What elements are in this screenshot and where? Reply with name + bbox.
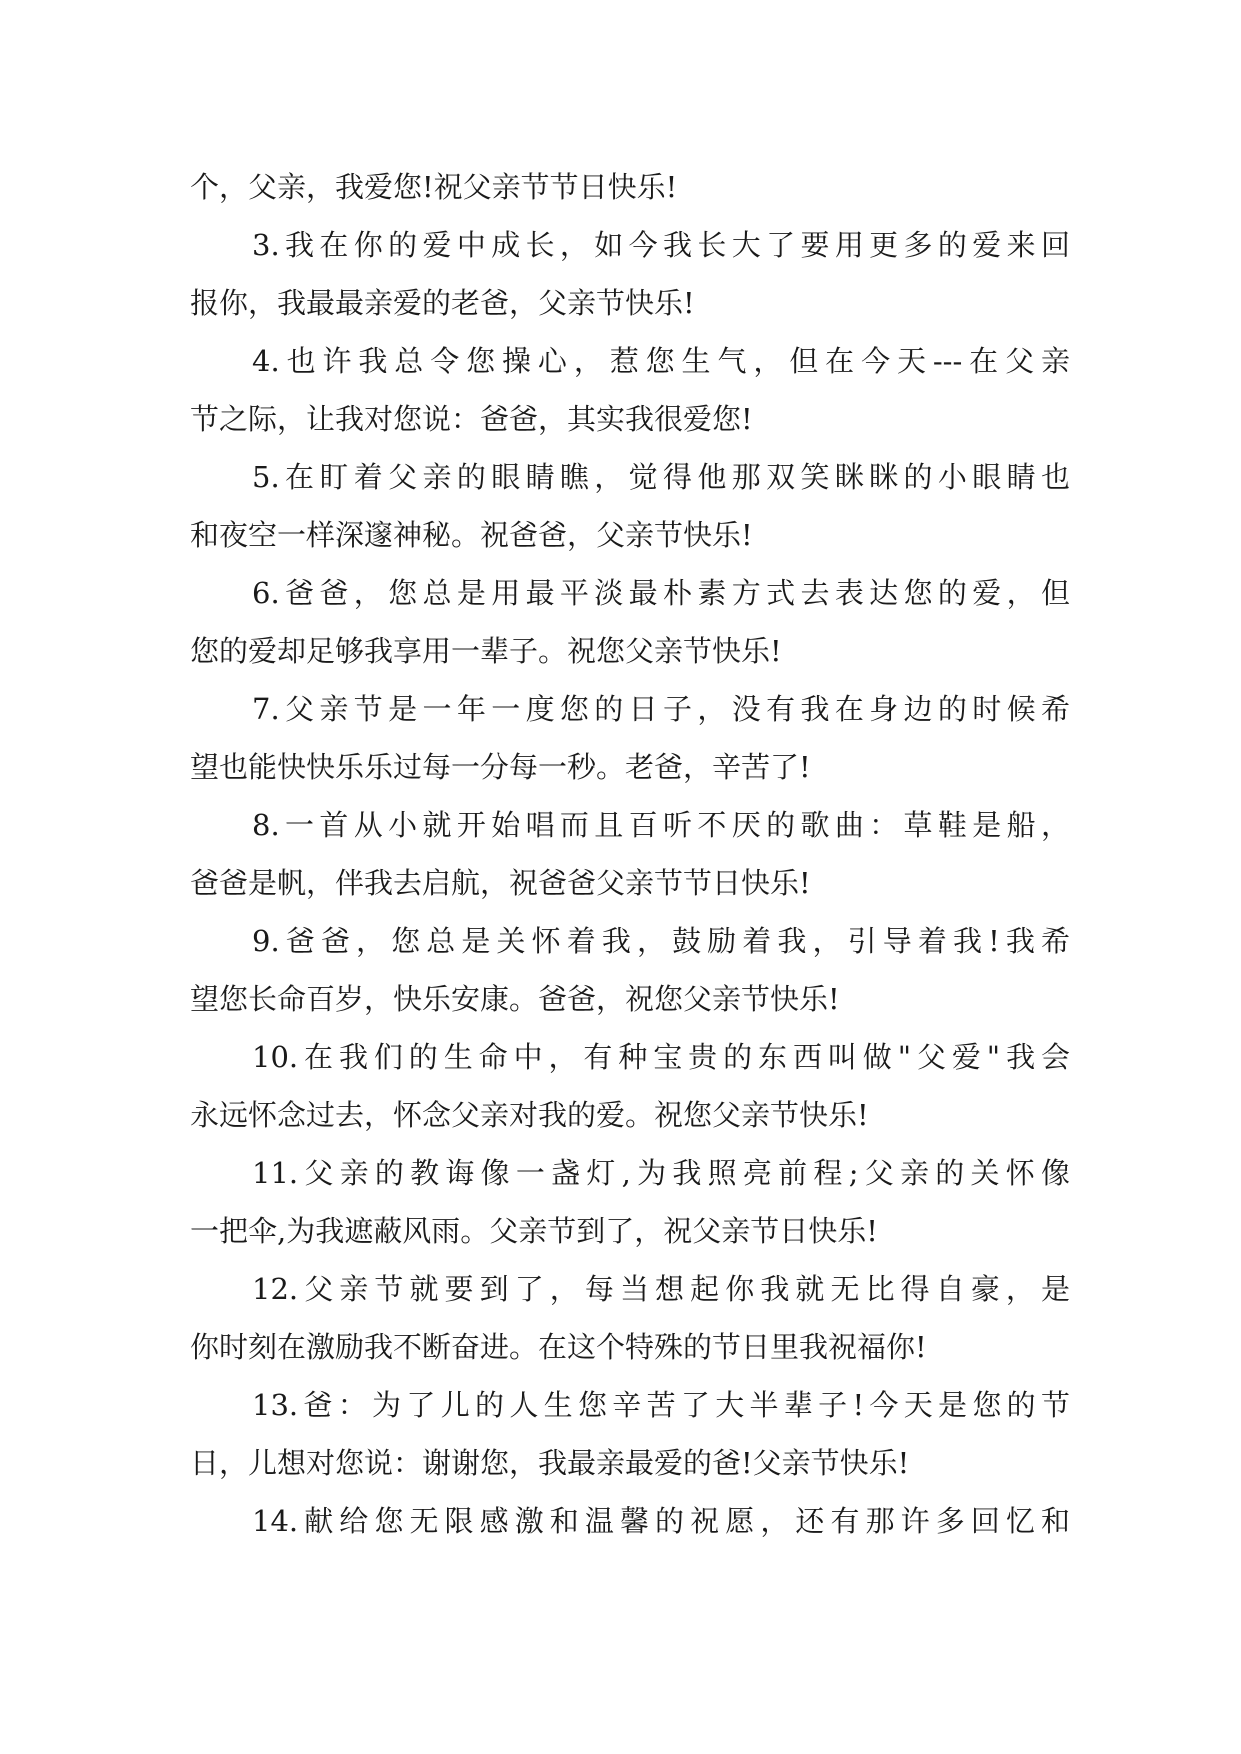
text-line: 6.爸爸，您总是用最平淡最朴素方式去表达您的爱，但 bbox=[252, 576, 1070, 610]
text-line: 13.爸：为了儿的人生您辛苦了大半辈子!今天是您的节 bbox=[252, 1388, 1070, 1422]
text-line: 3.我在你的爱中成长，如今我长大了要用更多的爱来回 bbox=[252, 228, 1070, 262]
text-line: 8.一首从小就开始唱而且百听不厌的歌曲：草鞋是船， bbox=[252, 808, 1070, 842]
document-body bbox=[190, 158, 1070, 1550]
text-line: 9.爸爸，您总是关怀着我，鼓励着我，引导着我!我希 bbox=[252, 924, 1070, 958]
text-line: 您的爱却足够我享用一辈子。祝您父亲节快乐! bbox=[190, 634, 782, 668]
text-line: 4.也许我总令您操心，惹您生气，但在今天---在父亲 bbox=[252, 344, 1070, 378]
text-line: 你时刻在激励我不断奋进。在这个特殊的节日里我祝福你! bbox=[190, 1330, 927, 1364]
text-line: 报你，我最最亲爱的老爸，父亲节快乐! bbox=[190, 286, 695, 320]
text-line: 永远怀念过去，怀念父亲对我的爱。祝您父亲节快乐! bbox=[190, 1098, 869, 1132]
text-line: 14.献给您无限感激和温馨的祝愿，还有那许多回忆和 bbox=[252, 1504, 1070, 1538]
text-line: 5.在盯着父亲的眼睛瞧，觉得他那双笑眯眯的小眼睛也 bbox=[252, 460, 1070, 494]
text-line: 11.父亲的教诲像一盏灯,为我照亮前程;父亲的关怀像 bbox=[252, 1156, 1070, 1190]
text-line: 望也能快快乐乐过每一分每一秒。老爸，辛苦了! bbox=[190, 750, 811, 784]
text-line: 12.父亲节就要到了，每当想起你我就无比得自豪，是 bbox=[252, 1272, 1070, 1306]
text-line: 10.在我们的生命中，有种宝贵的东西叫做"父爱"我会 bbox=[252, 1040, 1070, 1074]
text-line: 一把伞,为我遮蔽风雨。父亲节到了，祝父亲节日快乐! bbox=[190, 1214, 878, 1248]
text-line: 节之际，让我对您说：爸爸，其实我很爱您! bbox=[190, 402, 753, 436]
text-line: 7.父亲节是一年一度您的日子，没有我在身边的时候希 bbox=[252, 692, 1070, 726]
text-line: 个，父亲，我爱您!祝父亲节节日快乐! bbox=[190, 170, 678, 204]
text-line: 和夜空一样深邃神秘。祝爸爸，父亲节快乐! bbox=[190, 518, 753, 552]
text-line: 爸爸是帆，伴我去启航，祝爸爸父亲节节日快乐! bbox=[190, 866, 811, 900]
text-line: 日，儿想对您说：谢谢您，我最亲最爱的爸!父亲节快乐! bbox=[190, 1446, 910, 1480]
text-line: 望您长命百岁，快乐安康。爸爸，祝您父亲节快乐! bbox=[190, 982, 840, 1016]
